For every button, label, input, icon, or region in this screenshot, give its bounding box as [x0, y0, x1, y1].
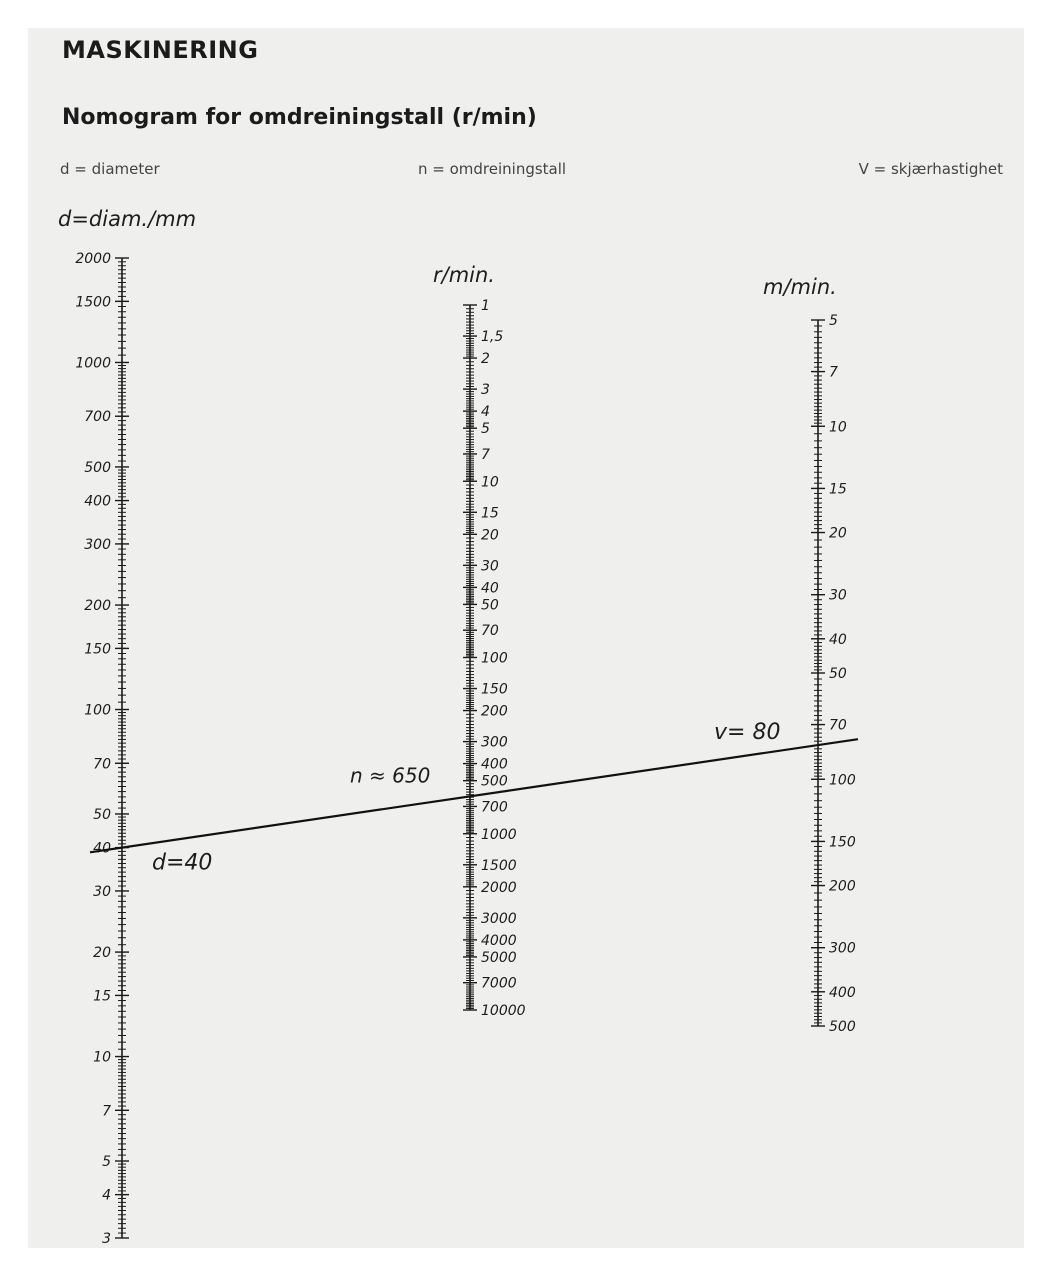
rpm-scale-title: r/min.: [433, 263, 495, 287]
n-scale-tick-label: 1000: [481, 826, 517, 843]
v-scale-tick-label: 150: [829, 834, 856, 851]
d-scale-tick-label: 100: [84, 702, 111, 719]
v-scale-tick-label: 7: [829, 364, 838, 381]
v-scale-tick-label: 500: [829, 1019, 856, 1035]
v-scale-tick-label: 10: [829, 419, 847, 436]
d-scale-tick-label: 500: [84, 459, 111, 476]
n-scale-tick-label: 3000: [481, 910, 517, 927]
n-scale-tick-label: 20: [481, 527, 499, 544]
diameter-scale-title: d=diam./mm: [58, 207, 197, 231]
n-scale-tick-label: 10000: [481, 1003, 526, 1019]
d-scale-tick-label: 50: [93, 806, 111, 823]
v-scale-tick-label: 5: [829, 313, 838, 329]
n-scale-tick-label: 5000: [481, 949, 517, 966]
v-scale-tick-label: 300: [829, 940, 856, 957]
n-scale-tick-label: 1: [481, 298, 490, 314]
d-scale-tick-label: 3: [102, 1231, 111, 1247]
n-scale-tick-label: 30: [481, 558, 499, 575]
d-scale-tick-label: 4: [102, 1187, 111, 1204]
d-scale-tick-label: 5: [102, 1154, 111, 1171]
d-scale-tick-label: 1000: [75, 355, 111, 372]
d-scale-tick-label: 20: [93, 945, 111, 962]
d-scale-tick-label: 30: [93, 883, 111, 900]
d-scale-tick-label: 400: [84, 493, 111, 510]
n-scale-tick-label: 5: [481, 421, 490, 438]
n-scale-tick-label: 2: [481, 351, 490, 368]
n-scale-tick-label: 7000: [481, 975, 517, 992]
n-scale-tick-label: 200: [481, 703, 508, 720]
d-scale-tick-label: 7: [102, 1103, 111, 1120]
n-scale-tick-label: 10: [481, 474, 499, 491]
n-scale-tick-label: 150: [481, 681, 508, 698]
v-scale-tick-label: 20: [829, 525, 847, 542]
n-scale-tick-label: 100: [481, 650, 508, 667]
n-scale-tick-label: 3: [481, 382, 490, 399]
d-scale-tick-label: 200: [84, 598, 111, 615]
d-scale-tick-label: 15: [93, 988, 111, 1005]
d-scale-tick-label: 40: [93, 840, 111, 857]
n-scale-tick-label: 700: [481, 799, 508, 816]
n-scale-tick-label: 70: [481, 623, 499, 640]
d-scale-tick-label: 150: [84, 641, 111, 658]
speed-scale: [763, 275, 856, 1035]
d-scale-tick-label: 10: [93, 1049, 111, 1066]
n-scale-tick-label: 1500: [481, 857, 517, 874]
n-scale-tick-label: 7: [481, 446, 490, 463]
v-scale-tick-label: 40: [829, 631, 847, 648]
v-scale-tick-label: 70: [829, 717, 847, 734]
n-scale-tick-label: 40: [481, 580, 499, 597]
rpm-scale: [433, 263, 526, 1019]
n-scale-tick-label: 400: [481, 756, 508, 773]
example-speed-label: v= 80: [714, 720, 781, 746]
page-title: MASKINERING: [62, 36, 259, 64]
legend-rpm: n = omdreiningstall: [418, 160, 567, 178]
d-scale-tick-label: 700: [84, 409, 111, 426]
example-solution: [90, 717, 858, 876]
d-scale-tick-label: 70: [93, 756, 111, 773]
solution-line: [90, 739, 858, 852]
v-scale-tick-label: 30: [829, 587, 847, 604]
v-scale-tick-label: 50: [829, 666, 847, 682]
example-diameter-label: d=40: [152, 850, 213, 876]
v-scale-tick-label: 400: [829, 984, 856, 1001]
speed-scale-title: m/min.: [763, 275, 837, 299]
v-scale-tick-label: 15: [829, 481, 847, 498]
n-scale-tick-label: 300: [481, 734, 508, 751]
n-scale-tick-label: 50: [481, 597, 499, 614]
example-rpm-label: n ≈ 650: [350, 763, 431, 788]
diameter-scale: [58, 207, 196, 1247]
n-scale-tick-label: 2000: [481, 879, 517, 896]
v-scale-tick-label: 200: [829, 878, 856, 895]
legend-cutting-speed: V = skjærhastighet: [858, 160, 1003, 178]
n-scale-tick-label: 4000: [481, 932, 517, 949]
n-scale-tick-label: 4: [481, 404, 490, 421]
n-scale-tick-label: 500: [481, 773, 508, 790]
v-scale-tick-label: 100: [829, 772, 856, 789]
d-scale-tick-label: 1500: [75, 294, 111, 311]
n-scale-tick-label: 15: [481, 505, 499, 522]
d-scale-tick-label: 2000: [75, 251, 111, 267]
nomogram-subtitle: Nomogram for omdreiningstall (r/min): [62, 105, 537, 130]
d-scale-tick-label: 300: [84, 536, 111, 553]
legend-diameter: d = diameter: [60, 160, 160, 178]
n-scale-tick-label: 1,5: [481, 329, 504, 346]
